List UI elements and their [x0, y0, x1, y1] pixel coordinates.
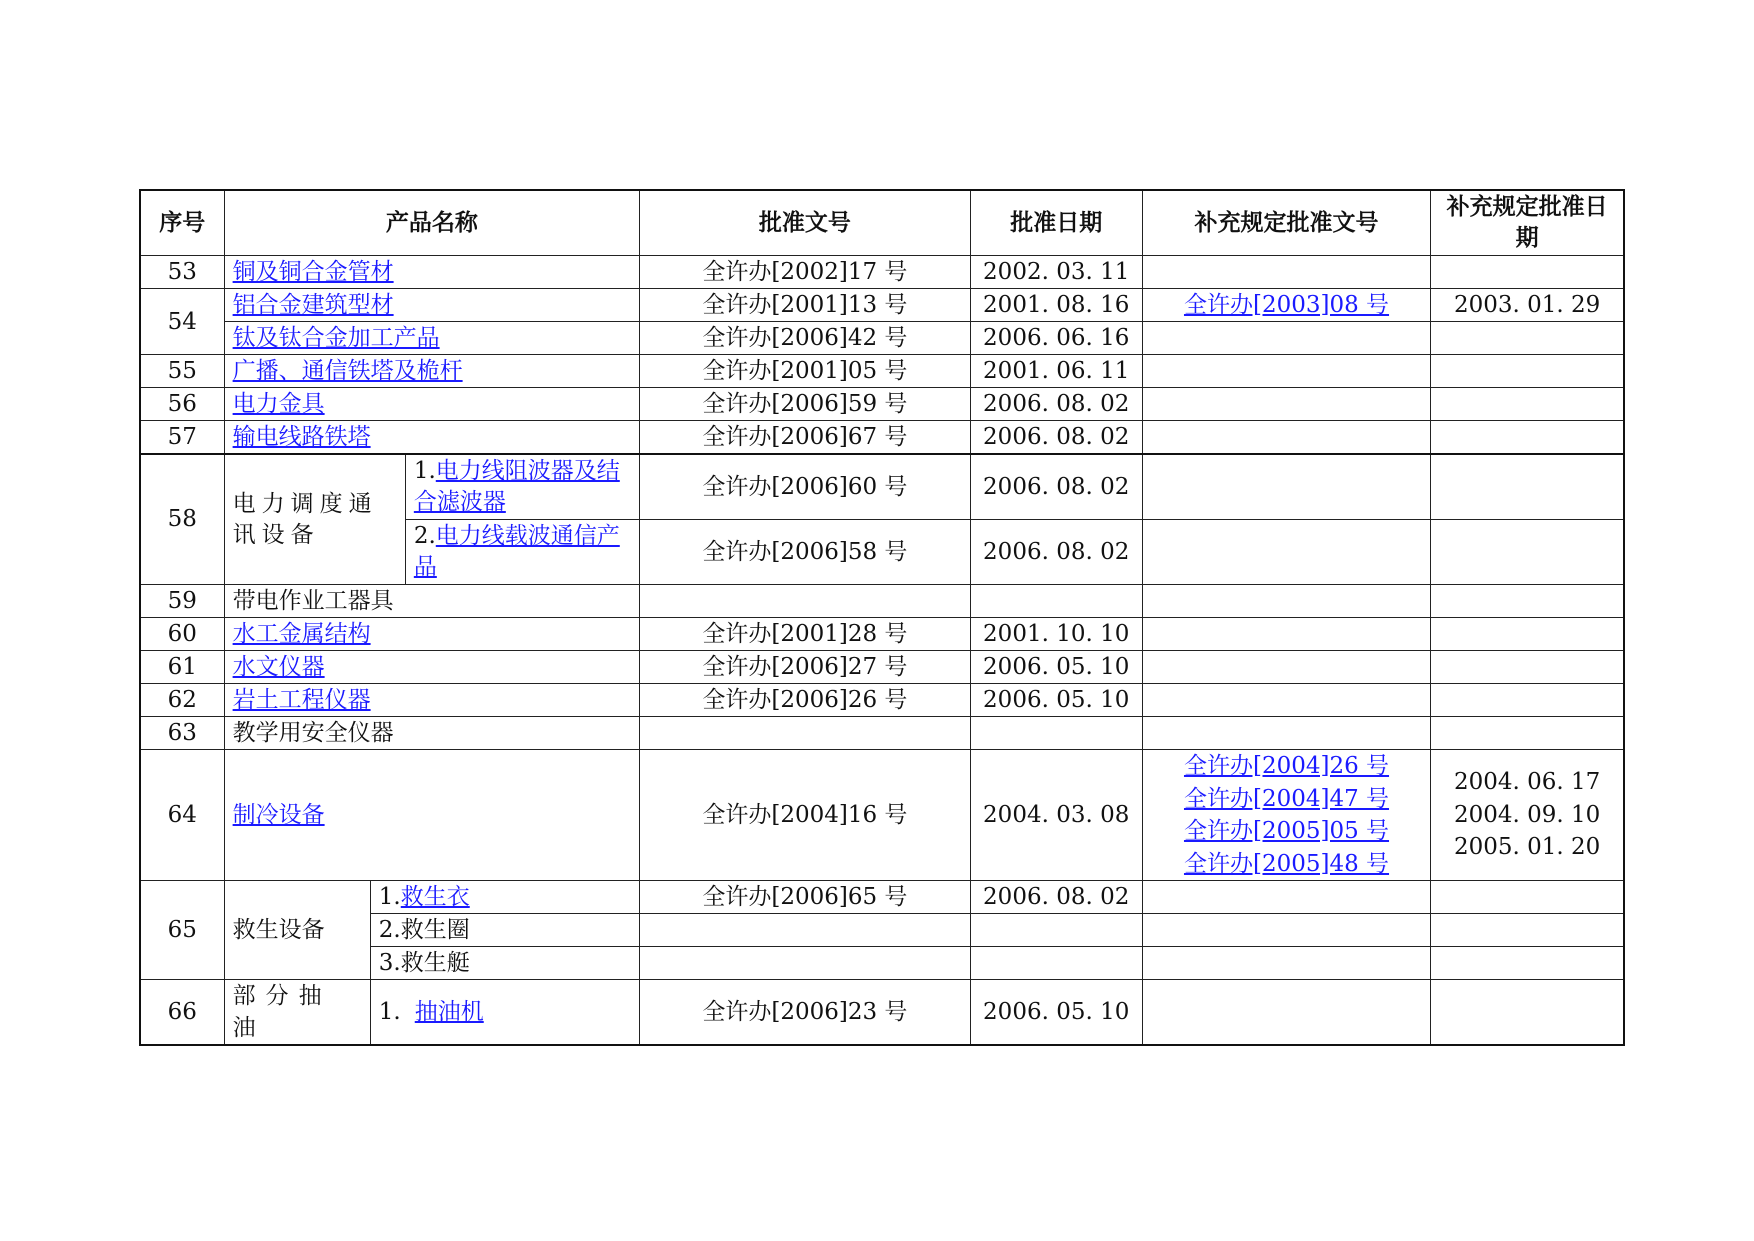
- sub-product-link[interactable]: 抽油机: [414, 999, 484, 1025]
- approval-doc: 全许办[2006]42 号: [640, 322, 970, 355]
- header-row: [140, 190, 1624, 256]
- approval-date: 2001. 06. 11: [970, 355, 1142, 388]
- supp-date: [1431, 520, 1624, 585]
- supp-date: [1431, 322, 1624, 355]
- supp-doc: [1142, 454, 1430, 520]
- approval-doc: 全许办[2006]26 号: [640, 684, 970, 717]
- approval-doc: 全许办[2001]28 号: [640, 618, 970, 651]
- product-link[interactable]: 输电线路铁塔: [232, 424, 371, 450]
- table-row: [140, 684, 1624, 717]
- approval-doc: [640, 914, 970, 947]
- approval-date: 2006. 08. 02: [970, 388, 1142, 421]
- product-link[interactable]: 制冷设备: [232, 802, 325, 828]
- supp-doc: [1142, 980, 1430, 1046]
- approval-date: 2006. 06. 16: [970, 322, 1142, 355]
- row-seq: 60: [140, 618, 224, 651]
- supp-doc: [1142, 717, 1430, 750]
- header-supp-date: 补充规定批准日期: [1431, 190, 1624, 256]
- product-link[interactable]: 铝合金建筑型材: [232, 292, 394, 318]
- approval-date: 2006. 08. 02: [970, 454, 1142, 520]
- product-name: [224, 256, 640, 289]
- approval-table: [139, 189, 1625, 1046]
- approval-doc: 全许办[2002]17 号: [640, 256, 970, 289]
- supp-doc: [1142, 355, 1430, 388]
- product-link[interactable]: 水文仪器: [232, 654, 325, 680]
- supp-doc: [1142, 520, 1430, 585]
- approval-doc: [640, 947, 970, 980]
- row-seq: 61: [140, 651, 224, 684]
- row-seq: 53: [140, 256, 224, 289]
- supp-doc: [1142, 322, 1430, 355]
- approval-doc: [640, 585, 970, 618]
- approval-date: 2006. 08. 02: [970, 881, 1142, 914]
- sub-product: [405, 454, 639, 520]
- row-seq: 57: [140, 421, 224, 455]
- product-link[interactable]: 广播、通信铁塔及桅杆: [232, 358, 463, 384]
- approval-doc: 全许办[2006]67 号: [640, 421, 970, 455]
- sub-product-link[interactable]: 电力线阻波器及结合滤波器: [413, 458, 620, 515]
- product-name: 教学用安全仪器: [224, 717, 640, 750]
- sub-product: [370, 881, 639, 914]
- row-seq: 56: [140, 388, 224, 421]
- supp-doc-link[interactable]: 全许办[2005]48 号: [1183, 850, 1390, 877]
- table-row: [140, 651, 1624, 684]
- table-row: [140, 980, 1624, 1046]
- approval-doc: 全许办[2001]05 号: [640, 355, 970, 388]
- header-product-name: 产品名称: [224, 190, 640, 256]
- approval-doc: 全许办[2006]60 号: [640, 454, 970, 520]
- approval-doc: 全许办[2006]58 号: [640, 520, 970, 585]
- supp-doc: [1142, 289, 1430, 322]
- approval-doc: 全许办[2004]16 号: [640, 750, 970, 881]
- product-link[interactable]: 钛及钛合金加工产品: [232, 325, 440, 351]
- supp-date: [1431, 651, 1624, 684]
- supp-doc: [1142, 421, 1430, 455]
- supp-date: [1431, 388, 1624, 421]
- supp-date: [1431, 256, 1624, 289]
- sub-product: 2.救生圈: [370, 914, 639, 947]
- row-seq: 65: [140, 881, 224, 980]
- table-row: [140, 289, 1624, 322]
- row-seq: 66: [140, 980, 224, 1046]
- approval-doc: [640, 717, 970, 750]
- supp-date: [1431, 684, 1624, 717]
- supp-date: [1431, 454, 1624, 520]
- supp-date: [1431, 980, 1624, 1046]
- supp-doc: [1142, 684, 1430, 717]
- sub-product-link[interactable]: 救生衣: [400, 884, 470, 910]
- table-row: [140, 750, 1624, 881]
- row-seq: 59: [140, 585, 224, 618]
- sub-product-prefix: 1.: [378, 999, 401, 1025]
- product-group-label: 部分抽油: [232, 983, 332, 1041]
- sub-product: [405, 520, 639, 585]
- approval-date: 2006. 05. 10: [970, 684, 1142, 717]
- product-link[interactable]: 电力金具: [232, 391, 325, 417]
- approval-date: 2002. 03. 11: [970, 256, 1142, 289]
- supp-doc: [1142, 914, 1430, 947]
- approval-date: 2004. 03. 08: [970, 750, 1142, 881]
- product-name: [224, 750, 640, 881]
- product-link[interactable]: 铜及铜合金管材: [232, 259, 394, 285]
- supp-doc: [1142, 388, 1430, 421]
- header-approval-date: 批准日期: [970, 190, 1142, 256]
- supp-date: [1431, 717, 1624, 750]
- supp-doc-link[interactable]: 全许办[2003]08 号: [1183, 292, 1390, 318]
- row-seq: 55: [140, 355, 224, 388]
- approval-doc: 全许办[2006]65 号: [640, 881, 970, 914]
- product-group: [224, 454, 405, 585]
- header-seq: 序号: [140, 190, 224, 256]
- supp-date-list: [1431, 750, 1624, 881]
- product-name: [224, 618, 640, 651]
- product-group: [224, 980, 370, 1046]
- approval-doc: 全许办[2006]27 号: [640, 651, 970, 684]
- approval-date: 2001. 10. 10: [970, 618, 1142, 651]
- approval-doc: 全许办[2006]23 号: [640, 980, 970, 1046]
- row-seq: 54: [140, 289, 224, 355]
- table-row: [140, 454, 1624, 520]
- table-row: [140, 618, 1624, 651]
- table-row: [140, 256, 1624, 289]
- product-name: 带电作业工器具: [224, 585, 640, 618]
- supp-date: 2004. 06. 17: [1453, 769, 1601, 796]
- supp-date: [1431, 585, 1624, 618]
- table-row: [140, 421, 1624, 455]
- supp-date: [1431, 355, 1624, 388]
- product-group: 救生设备: [224, 881, 370, 980]
- approval-date: [970, 717, 1142, 750]
- header-approval-doc: 批准文号: [640, 190, 970, 256]
- product-name: [224, 355, 640, 388]
- supp-doc-link[interactable]: 全许办[2005]05 号: [1183, 818, 1390, 844]
- row-seq: 58: [140, 454, 224, 585]
- approval-date: 2006. 08. 02: [970, 421, 1142, 455]
- supp-date: 2005. 01. 20: [1453, 834, 1601, 861]
- approval-date: [970, 947, 1142, 980]
- product-name: [224, 289, 640, 322]
- supp-doc-link[interactable]: 全许办[2004]26 号: [1183, 753, 1390, 779]
- sub-product: 3.救生艇: [370, 947, 639, 980]
- approval-date: 2006. 05. 10: [970, 651, 1142, 684]
- supp-date: [1431, 914, 1624, 947]
- approval-date: 2006. 08. 02: [970, 520, 1142, 585]
- table-row: [140, 717, 1624, 750]
- supp-doc: [1142, 651, 1430, 684]
- product-link[interactable]: 水工金属结构: [232, 621, 371, 647]
- supp-date: [1431, 421, 1624, 455]
- product-group-label: 电力调度通讯设备: [232, 490, 378, 548]
- row-seq: 64: [140, 750, 224, 881]
- approval-doc: 全许办[2001]13 号: [640, 289, 970, 322]
- sub-product-link[interactable]: 电力线载波通信产品: [413, 523, 620, 580]
- sub-product-prefix: 1.: [378, 884, 401, 910]
- supp-doc-link[interactable]: 全许办[2004]47 号: [1183, 785, 1390, 812]
- supp-date: 2003. 01. 29: [1431, 289, 1624, 322]
- approval-date: [970, 914, 1142, 947]
- sub-product-prefix: 2.: [413, 523, 436, 549]
- row-seq: 63: [140, 717, 224, 750]
- supp-doc: [1142, 881, 1430, 914]
- product-name: [224, 322, 640, 355]
- supp-doc: [1142, 256, 1430, 289]
- table-row: [140, 585, 1624, 618]
- supp-date: [1431, 947, 1624, 980]
- product-name: [224, 651, 640, 684]
- supp-date: 2004. 09. 10: [1453, 801, 1601, 828]
- table-row: [140, 881, 1624, 914]
- table-row: [140, 355, 1624, 388]
- supp-doc-list: [1142, 750, 1430, 881]
- header-supp-doc: 补充规定批准文号: [1142, 190, 1430, 256]
- approval-date: 2001. 08. 16: [970, 289, 1142, 322]
- product-link[interactable]: 岩土工程仪器: [232, 687, 371, 713]
- product-name: [224, 421, 640, 455]
- supp-date: [1431, 618, 1624, 651]
- approval-doc: 全许办[2006]59 号: [640, 388, 970, 421]
- approval-date: [970, 585, 1142, 618]
- row-seq: 62: [140, 684, 224, 717]
- supp-doc: [1142, 618, 1430, 651]
- product-name: [224, 388, 640, 421]
- product-name: [224, 684, 640, 717]
- supp-doc: [1142, 585, 1430, 618]
- sub-product-prefix: 1.: [413, 458, 436, 484]
- table-row: [140, 388, 1624, 421]
- table-row: [140, 322, 1624, 355]
- approval-date: 2006. 05. 10: [970, 980, 1142, 1046]
- supp-date: [1431, 881, 1624, 914]
- sub-product: [370, 980, 639, 1046]
- supp-doc: [1142, 947, 1430, 980]
